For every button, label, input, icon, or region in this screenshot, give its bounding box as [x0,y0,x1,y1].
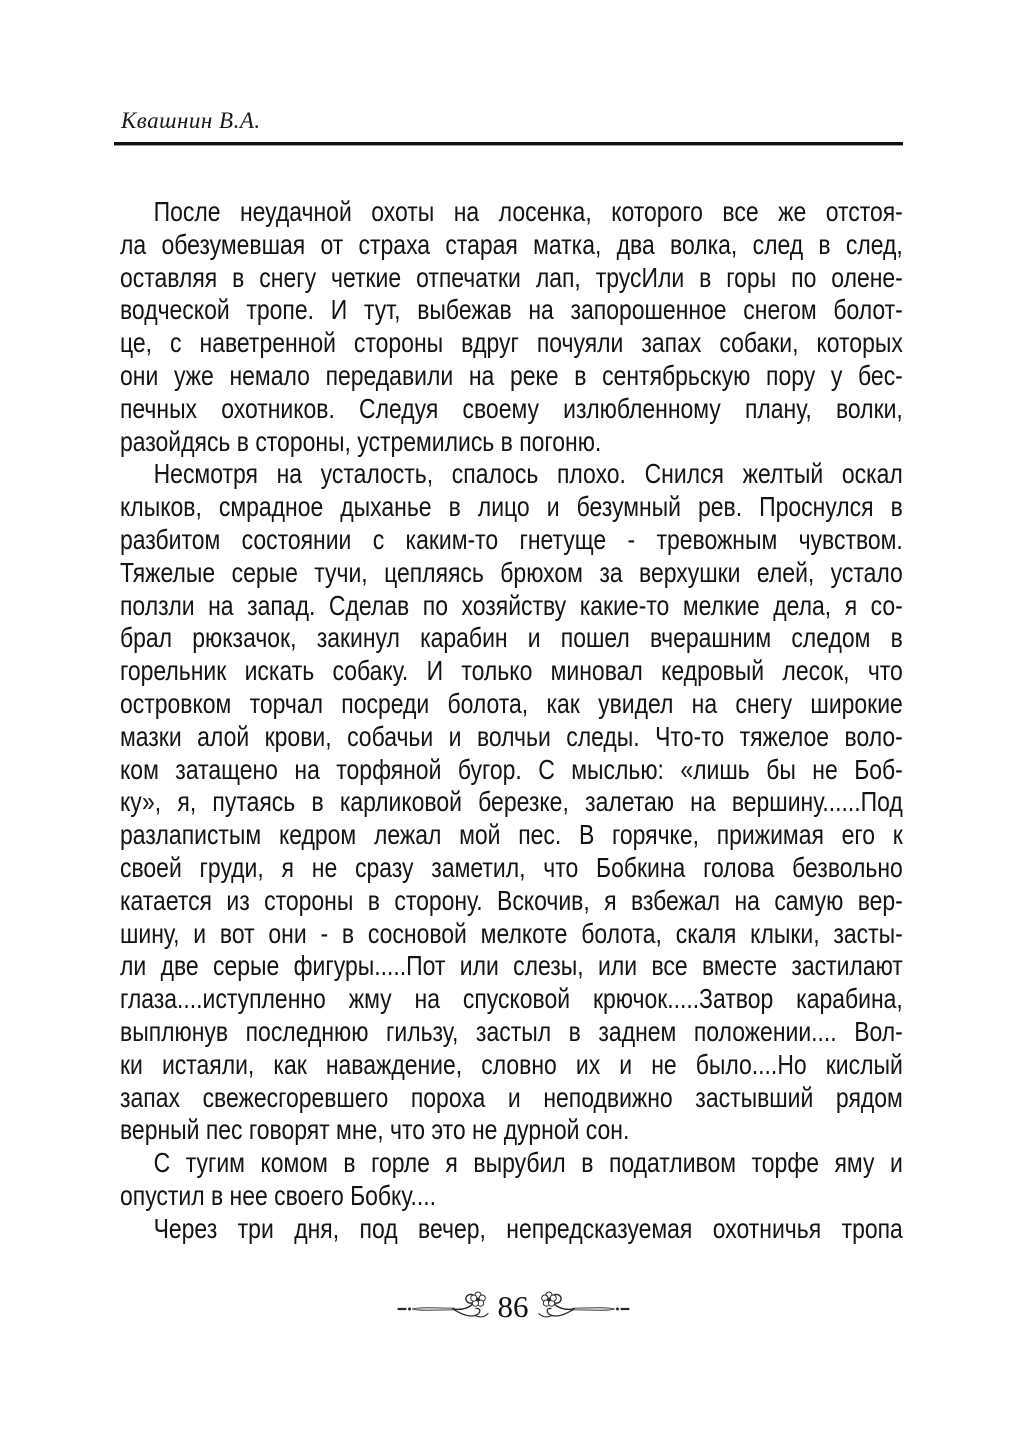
text-line: глаза....иступленно жму на спусковой крючок.....Затвор карабина, [120,983,903,1015]
paragraph [120,1147,903,1213]
text-line: шину, и вот они - в сосновой мелкоте болота, скаля клыки, засты- [120,917,903,949]
floral-flourish-left-icon [397,1287,489,1327]
text-line: печных охотников. Следуя своему излюбленному плану, волки, [120,392,903,424]
paragraph [120,196,903,458]
header-rule [114,142,903,146]
text-line: Через три дня, под вечер, непредсказуемая охотничья тропа [153,1212,903,1244]
body-text [120,196,903,1246]
text-line: ла обезумевшая от страха старая матка, два волка, след в след, [120,228,903,260]
text-line: своей груди, я не сразу заметил, что Бобкина голова безвольно [120,851,903,883]
text-line: После неудачной охоты на лосенка, которого все же отстоя- [153,196,903,227]
text-line: катается из стороны в сторону. Вскочив, я взбежал на самую вер- [120,884,903,916]
paragraph [120,1213,903,1246]
text-line: разбитом состоянии с каким-то гнетуще - тревожным чувством. [120,523,903,555]
text-line: ком затащено на торфяной бугор. С мыслью: «лишь бы не Боб- [120,753,903,785]
text-line: ли две серые фигуры.....Пот или слезы, или все вместе застилают [120,950,903,982]
text-line: верный пес говорят мне, что это не дурной сон. [120,1114,630,1146]
text-line: оставляя в снегу четкие отпечатки лап, трусИли в горы по олене- [120,261,903,293]
running-header-author: Квашнин В.А. [121,108,261,133]
page-footer [0,1287,1026,1327]
text-line: ки истаяли, как наваждение, словно их и не было....Но кислый [120,1048,903,1080]
text-line: запах свежесгоревшего пороха и неподвижно застывший рядом [120,1081,903,1113]
text-line: мазки алой крови, собачьи и волчьи следы. Что-то тяжелое воло- [120,720,903,752]
text-line: водческой тропе. И тут, выбежав на запорошенное снегом болот- [120,294,903,326]
text-line: горельник искать собаку. И только миновал кедровый лесок, что [120,655,903,687]
text-line: ползли на запад. Сделав по хозяйству какие-то мелкие дела, я со- [120,589,903,621]
page-number: 86 [497,1288,529,1324]
text-line: выплюнув последнюю гильзу, застыл в заднем положении.... Вол- [120,1015,903,1047]
text-line: брал рюкзачок, закинул карабин и пошел вчерашним следом в [120,622,903,654]
text-line: разойдясь в стороны, устремились в погоню. [120,425,602,457]
text-line: островком торчал посреди болота, как увидел на снегу широкие [120,687,903,719]
text-line: Тяжелые серые тучи, цепляясь брюхом за верхушки елей, устало [120,556,903,588]
text-line: опустил в нее своего Бобку.... [120,1179,437,1211]
text-line: Несмотря на усталость, спалось плохо. Снился желтый оскал [153,458,903,490]
paragraph [120,458,903,1147]
text-line: ку», я, путаясь в карликовой березке, залетаю на вершину......Под [120,786,903,818]
text-line: С тугим комом в горле я вырубил в податливом торфе яму и [153,1147,903,1179]
floral-flourish-right-icon [538,1287,630,1327]
text-line: они уже немало передавили на реке в сентябрьскую пору у бес- [120,359,903,391]
text-line: це, с наветренной стороны вдруг почуяли запах собаки, которых [120,327,903,359]
text-line: разлапистым кедром лежал мой пес. В горячке, прижимая его к [120,819,903,851]
text-line: клыков, смрадное дыханье в лицо и безумный рев. Проснулся в [120,491,903,523]
